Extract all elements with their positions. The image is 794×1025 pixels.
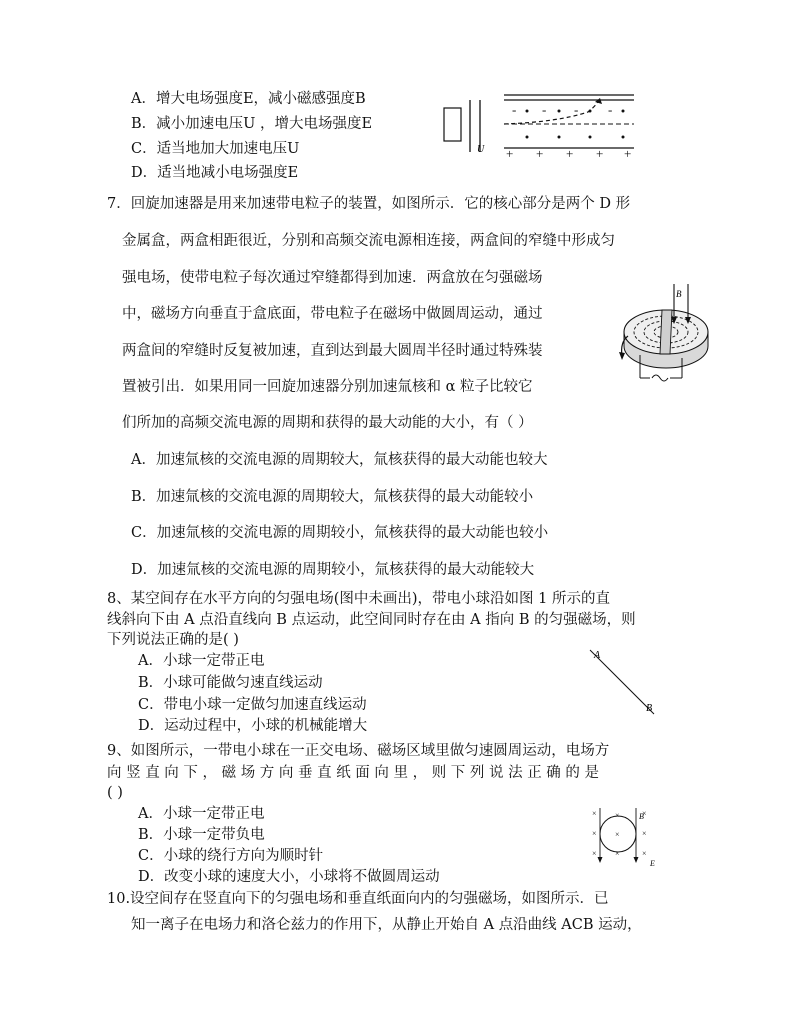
q9-option-a: A．小球一定带正电	[138, 806, 265, 822]
q6-option-c: C．适当地加大加速电压U	[131, 141, 300, 157]
q7-option-b: B．加速氚核的交流电源的周期较大，氚核获得的最大动能较小	[131, 489, 534, 505]
q7-line-1: 7．回旋加速器是用来加速带电粒子的装置，如图所示．它的核心部分是两个 D 形	[107, 196, 631, 212]
q8-line-2: 线斜向下由 A 点沿直线向 B 点运动，此空间同时存在由 A 指向 B 的匀强磁场，则	[107, 612, 636, 628]
svg-text:-: -	[512, 102, 517, 117]
q10-line-1: 10.设空间存在竖直向下的匀强电场和垂直纸面向内的匀强磁场，如图所示．已	[107, 891, 609, 907]
svg-text:×: ×	[615, 830, 620, 839]
line-ab-figure	[584, 646, 664, 716]
svg-text:×: ×	[592, 809, 597, 818]
svg-text:+: +	[566, 146, 574, 161]
cyclotron-figure	[612, 280, 712, 390]
q7-option-a: A．加速氚核的交流电源的周期较大，氚核获得的最大动能也较大	[131, 452, 548, 468]
svg-text:×: ×	[642, 829, 647, 838]
svg-text:×: ×	[615, 811, 620, 820]
q6-option-a: A．增大电场强度E，减小磁感强度B	[131, 91, 366, 107]
q9-option-d: D．改变小球的速度大小，小球将不做圆周运动	[138, 869, 440, 885]
q7-option-d: D．加速氚核的交流电源的周期较小，氚核获得的最大动能较大	[131, 562, 535, 578]
magnetic-field-label: B	[676, 289, 682, 299]
q8-option-d: D．运动过程中，小球的机械能增大	[138, 718, 368, 734]
q9-option-c: C．小球的绕行方向为顺时针	[138, 848, 324, 864]
q9-line-2: 向竖直向下，磁场方向垂直纸面向里，则下列说法正确的是	[107, 765, 604, 781]
q6-option-d: D．适当地减小电场强度E	[131, 165, 299, 181]
q8-option-b: B．小球可能做匀速直线运动	[138, 675, 323, 691]
svg-text:×: ×	[642, 809, 647, 818]
q9-line-1: 9、如图所示，一带电小球在一正交电场、磁场区域里做匀速圆周运动，电场方	[107, 743, 610, 759]
voltage-label: U	[477, 144, 485, 155]
point-a-label: A	[594, 650, 601, 661]
field-b-label: B	[639, 812, 644, 821]
q9-line-3: ( )	[107, 785, 123, 801]
q8-option-c: C．带电小球一定做匀加速直线运动	[138, 697, 367, 713]
svg-text:-: -	[608, 102, 613, 117]
q7-line-7: 们所加的高频交流电源的周期和获得的最大动能的大小，有（ ）	[122, 415, 533, 431]
q7-line-6: 置被引出．如果用同一回旋加速器分别加速氚核和 α 粒子比较它	[122, 379, 533, 395]
svg-text:+: +	[596, 146, 604, 161]
crossed-fields-figure	[592, 806, 658, 866]
velocity-selector-figure	[438, 90, 638, 162]
q7-line-5: 两盒间的窄缝时反复被加速，直到达到最大圆周半径时通过特殊装	[122, 343, 543, 359]
svg-text:×: ×	[615, 849, 620, 858]
svg-text:+: +	[536, 146, 544, 161]
q6-option-b: B．减小加速电压U ，增大电场强度E	[131, 116, 373, 132]
svg-text:×: ×	[642, 849, 647, 858]
q7-line-3: 强电场，使带电粒子每次通过窄缝都得到加速．两盒放在匀强磁场	[122, 270, 543, 286]
q7-line-4: 中，磁场方向垂直于盒底面，带电粒子在磁场中做圆周运动，通过	[122, 306, 543, 322]
q7-option-c: C．加速氚核的交流电源的周期较小，氚核获得的最大动能也较小	[131, 525, 549, 541]
svg-text:×: ×	[592, 849, 597, 858]
q9-option-b: B．小球一定带负电	[138, 827, 265, 843]
svg-text:-: -	[574, 102, 579, 117]
svg-text:×: ×	[592, 829, 597, 838]
q8-line-1: 8、某空间存在水平方向的匀强电场(图中未画出)，带电小球沿如图 1 所示的直	[107, 591, 610, 607]
svg-text:-: -	[542, 102, 547, 117]
field-e-label: E	[650, 859, 655, 866]
q10-line-2: 知一离子在电场力和洛仑兹力的作用下，从静止开始自 A 点沿曲线 ACB 运动，	[131, 917, 642, 933]
point-b-label: B	[646, 703, 653, 714]
svg-text:+: +	[506, 146, 514, 161]
q8-option-a: A．小球一定带正电	[138, 653, 265, 669]
q7-line-2: 金属盒，两盒相距很近，分别和高频交流电源相连接，两盒间的窄缝中形成匀	[122, 233, 615, 249]
svg-text:+: +	[624, 146, 632, 161]
q8-line-3: 下列说法正确的是( )	[107, 632, 239, 648]
